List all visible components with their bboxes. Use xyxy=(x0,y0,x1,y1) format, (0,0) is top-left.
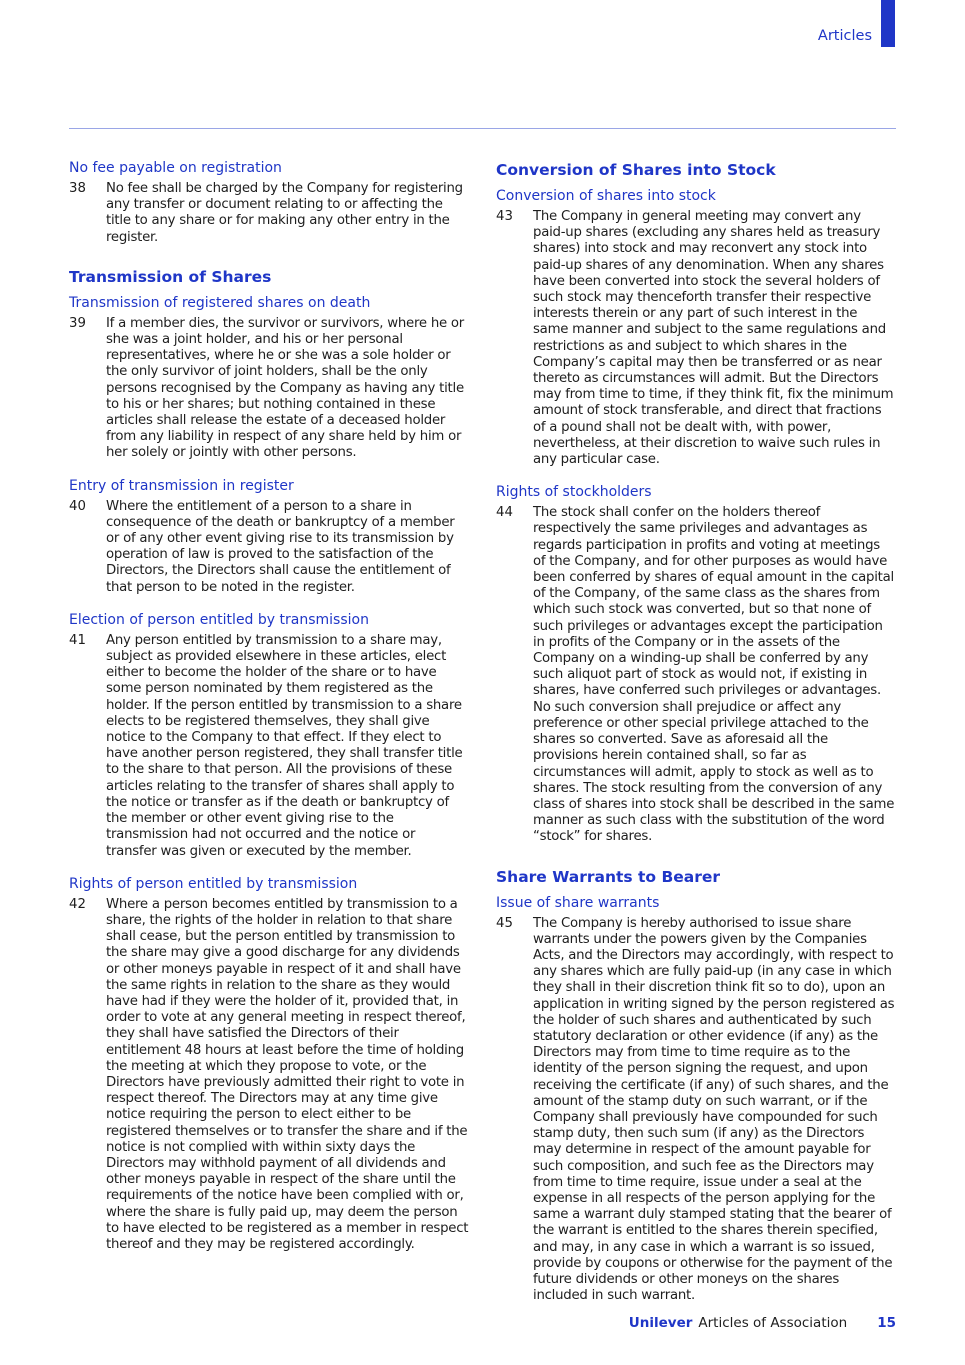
clause-title: No fee payable on registration xyxy=(69,160,282,176)
clause-text: If a member dies, the survivor or survivors, where he or she was a joint holder, and his or her personal representatives, where he or she was a sole holder or the only survivor of joint holders, shall be the only persons recognised by the Company as having any title to his or her shares; but nothing contained in these articles shall release the estate of a deceased holder from any liability in respect of any share held by him or her solely or jointly with other persons. xyxy=(106,315,465,461)
clause xyxy=(496,209,896,468)
clause-title: Election of person entitled by transmission xyxy=(69,611,369,628)
clause xyxy=(69,897,469,1253)
clause-title: Rights of stockholders xyxy=(496,484,652,501)
clause xyxy=(69,499,469,596)
clause-block-39 xyxy=(69,294,469,462)
clause-number: 43 xyxy=(496,209,513,224)
clause-text: Where the entitlement of a person to a share in consequence of the death or bankruptcy of a member or of any other event giving rise to its transmission by operation of law is proved to the satisfaction of the Directors, the Directors shall cause the entitlement of that person to be noted in the register. xyxy=(106,498,455,595)
section-heading: Share Warrants to Bearer xyxy=(496,867,721,886)
clause xyxy=(69,633,469,860)
clause xyxy=(496,916,896,1305)
clause-block-42 xyxy=(69,875,469,1253)
section-heading: Transmission of Shares xyxy=(69,267,272,286)
clause-text: The stock shall confer on the holders thereof respectively the same privileges and advantages as regards participation in profits and voting at meetings of the Company, and for other purposes as would have been conferred by shares of equal amount in the capital of the Company, of the same class as the shares from which such stock was converted, but so that none of such privileges or advantages except the participation in profits of the Company or in the assets of the Company on a winding-up shall be conferred by any such aliquot part of stock as would not, if existing in shares, have conferred such privileges or advantages. No such conversion shall prejudice or affect any preference or other special privilege attached to the shares so converted. Save as aforesaid all the provisions herein contained shall, so far as circumstances will admit, apply to stock as well as to shares. The stock resulting from the conversion of any class of shares into stock shall be described in the same manner as such class with the substitution of the word “stock” for shares. xyxy=(533,505,895,845)
document-title: Articles of Association xyxy=(698,1315,848,1331)
clause-title: Rights of person entitled by transmission xyxy=(69,875,358,892)
right-column xyxy=(496,159,896,1319)
clause-text: Any person entitled by transmission to a share may, subject as provided elsewhere in these articles, elect either to become the holder of the share or to have some person nominated by them registered as the holder. If the person entitled by transmission to a share elects to be registered themselves, they shall give notice to the Company to that effect. If they elect to have another person registered, they shall transfer title to the share to that person. All the provisions of these articles relating to the transfer of shares shall apply to the notice or transfer as if the death or bankruptcy of the member or other event giving rise to the transmission had not occurred and the notice or transfer was given or executed by the member. xyxy=(106,632,463,859)
clause-title: Issue of share warrants xyxy=(496,894,660,911)
clause-block-41 xyxy=(69,611,469,860)
clause-number: 39 xyxy=(69,315,86,331)
header-divider xyxy=(69,128,896,129)
clause-number: 38 xyxy=(69,181,86,196)
clause xyxy=(496,505,896,845)
page-number: 15 xyxy=(877,1315,896,1331)
clause-block-43 xyxy=(496,187,896,468)
left-column xyxy=(69,159,469,1268)
clause-text: The Company in general meeting may convert any paid-up shares (excluding any shares held as treasury shares) into stock and may reconvert any stock into paid-up shares of any denomination. When any shares have been converted into stock the several holders of such stock may thenceforth transfer their respective interests therein or any part of such interest in the same manner and subject to the same regulations and restrictions as and subject to which shares in the Company’s capital may then be transferred or as near thereto as circumstances will admit. But the Directors may from time to time, if they think fit, fix the minimum amount of stock transferable, and direct that fractions of a pound shall not be dealt with, with power, nevertheless, at their discretion to waive such rules in any particular case. xyxy=(533,209,894,468)
header-accent-bar xyxy=(881,0,895,47)
clause-text: The Company is hereby authorised to issue share warrants under the powers given by the Companies Acts, and the Directors may accordingly, with respect to any shares which are fully paid-up (in any case in which they shall in their discretion think fit so to do), upon an application in writing signed by the person registered as the holder of such shares and authenticated by such statutory declaration or other evidence (if any) as the Directors may from time to time require as to the identity of the person signing the request, and upon receiving the certificate (if any) of such shares, and the amount of the stamp duty on such warrant, or if the Company shall previously have compounded for such stamp duty, then such sum (if any) as the Directors may determine in respect of the amount payable for such composition, and such fee as the Directors may from time to time require, issue under a seal at the expense in all respects of the person applying for the same a warrant duly stamped stating that the bearer of the warrant is entitled to the shares therein specified, and may, in any case in which a warrant is so issued, provide by coupons or otherwise for the payment of the future dividends or other moneys on the shares included in such warrant. xyxy=(533,915,895,1304)
clause-text: No fee shall be charged by the Company for registering any transfer or document relating to or affecting the title to any share or for making any other entry in the register. xyxy=(106,181,463,245)
clause-title: Entry of transmission in register xyxy=(69,477,294,494)
clause xyxy=(69,316,469,462)
clause-number: 44 xyxy=(496,505,513,521)
clause xyxy=(69,181,469,246)
clause-number: 41 xyxy=(69,632,86,648)
section-label: Articles xyxy=(817,28,872,44)
section-heading: Conversion of Shares into Stock xyxy=(496,161,776,179)
clause-block-38 xyxy=(69,159,469,246)
clause-number: 40 xyxy=(69,498,86,514)
clause-number: 42 xyxy=(69,896,86,912)
clause-title: Transmission of registered shares on death xyxy=(69,294,371,311)
clause-block-40 xyxy=(69,477,469,596)
clause-title: Conversion of shares into stock xyxy=(496,188,716,204)
clause-text: Where a person becomes entitled by transmission to a share, the rights of the holder in relation to that share shall cease, but the person entitled by transmission to the share may give a good discharge for any dividends or other moneys payable in respect of it and shall have the same rights in relation to the share as they would have had if they were the holder of it, provided that, in order to vote at any general meeting in respect thereof, they shall have satisfied the Directors of their entitlement 48 hours at least before the time of holding the meeting at which they propose to vote, or the Directors have previously admitted their right to vote in respect thereof. The Directors may at any time give notice requiring the person to elect either to be registered themselves or to transfer the share and if the notice is not complied with within sixty days the Directors may withhold payment of all dividends and other moneys payable in respect of the share until the requirements of the notice have been complied with or, where the share is fully paid up, may deem the person to have elected to be registered as a member in respect thereof and they may be registered accordingly. xyxy=(106,896,469,1252)
clause-block-45 xyxy=(496,894,896,1305)
brand-name: Unilever xyxy=(628,1315,693,1331)
clause-number: 45 xyxy=(496,915,513,931)
page-footer xyxy=(629,1315,896,1331)
clause-block-44 xyxy=(496,483,896,845)
